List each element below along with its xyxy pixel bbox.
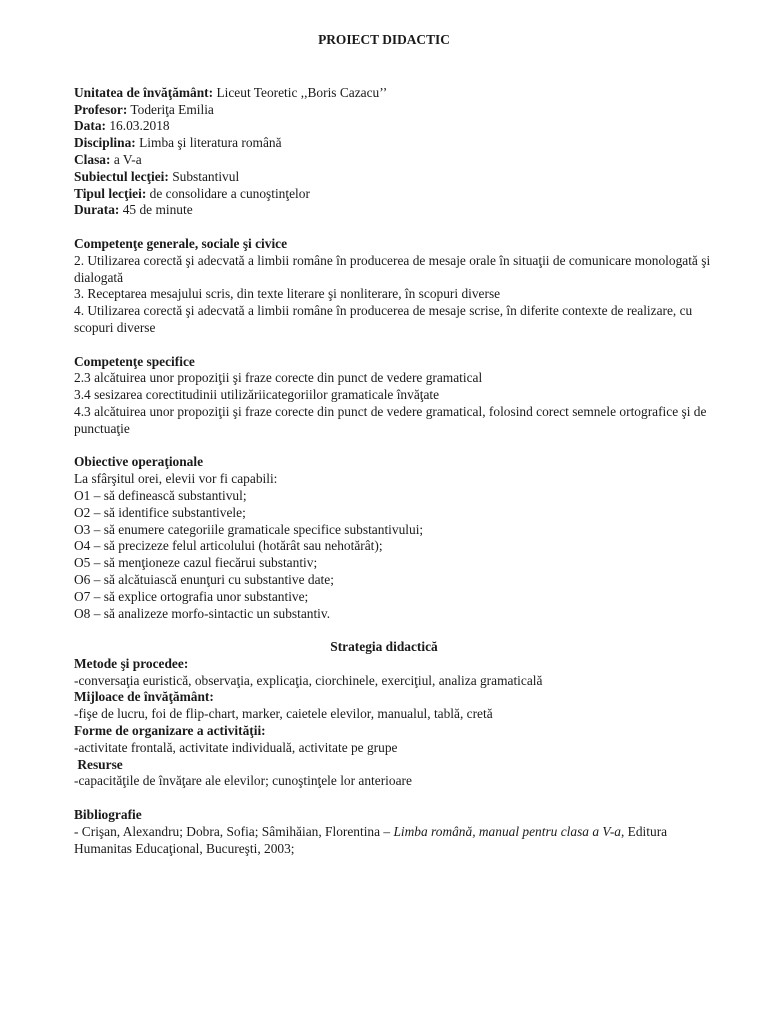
info-data: Data: 16.03.2018 <box>74 118 170 134</box>
obiective-intro: La sfârşitul orei, elevii vor fi capabili: <box>74 471 278 487</box>
list-item: O8 – să analizeze morfo-sintactic un substantiv. <box>74 605 331 621</box>
section-heading: Bibliografie <box>74 807 142 823</box>
list-item: 3.4 sesizarea corectitudinii utilizăriicategoriilor gramaticale învăţate <box>74 387 440 403</box>
competente-specifice-section <box>74 354 728 438</box>
mijloace-text: -fişe de lucru, foi de flip-chart, marker, caietele elevilor, manualul, tablă, cretă <box>74 706 493 722</box>
list-item: 3. Receptarea mesajului scris, din texte literare şi nonliterare, în scopuri diverse <box>74 286 501 302</box>
list-item: O2 – să identifice substantivele; <box>74 504 246 520</box>
lesson-info <box>74 85 728 219</box>
list-item: 2. Utilizarea corectă şi adecvată a limbii române în producerea de mesaje orale în situaţii de comunicare monologată şi dialogată <box>74 252 711 285</box>
info-subiect: Subiectul lecţiei: Substantivul <box>74 168 240 184</box>
section-heading: Strategia didactică <box>330 639 438 655</box>
bibliography-entry: - Crişan, Alexandru; Dobra, Sofia; Sâmihăian, Florentina – Limba română, manual pentru clasa a V-a, Editura Humanitas Educaţional, Bucureşti, 2003; <box>74 823 668 856</box>
competente-generale-section <box>74 236 728 337</box>
forme-label: Forme de organizare a activităţii: <box>74 723 266 739</box>
metode-label: Metode şi procedee: <box>74 655 189 671</box>
list-item: O1 – să definească substantivul; <box>74 487 247 503</box>
strategia-section <box>74 639 728 790</box>
obiective-section <box>74 454 728 622</box>
info-unitate: Unitatea de învăţământ: Liceut Teoretic ,,Boris Cazacu’’ <box>74 84 388 100</box>
info-profesor: Profesor: Toderiţa Emilia <box>74 101 214 117</box>
info-tip: Tipul lecţiei: de consolidare a cunoştinţelor <box>74 185 310 201</box>
list-item: 2.3 alcătuirea unor propoziţii şi fraze corecte din punct de vedere gramatical <box>74 370 483 386</box>
bibliografie-section <box>74 807 728 857</box>
list-item: 4.3 alcătuirea unor propoziţii şi fraze corecte din punct de vedere gramatical, folosind corect semnele ortografice şi de punctuaţie <box>74 403 707 436</box>
metode-text: -conversaţia euristică, observaţia, explicaţia, ciorchinele, exerciţiul, analiza gramaticală <box>74 672 543 688</box>
resurse-label: Resurse <box>77 756 123 772</box>
list-item: O7 – să explice ortografia unor substantive; <box>74 588 309 604</box>
info-durata: Durata: 45 de minute <box>74 202 193 218</box>
info-clasa: Clasa: a V-a <box>74 151 142 167</box>
document-title: PROIECT DIDACTIC <box>318 32 450 47</box>
forme-text: -activitate frontală, activitate individuală, activitate pe grupe <box>74 739 398 755</box>
section-heading: Competenţe generale, sociale şi civice <box>74 235 288 251</box>
list-item: O5 – să menţioneze cazul fiecărui substantiv; <box>74 555 318 571</box>
list-item: O3 – să enumere categoriile gramaticale specifice substantivului; <box>74 521 424 537</box>
resurse-text: -capacităţile de învăţare ale elevilor; cunoştinţele lor anterioare <box>74 773 412 789</box>
list-item: O4 – să precizeze felul articolului (hotărât sau nehotărât); <box>74 538 383 554</box>
info-disciplina: Disciplina: Limba şi literatura română <box>74 135 282 151</box>
section-heading: Obiective operaţionale <box>74 454 204 470</box>
list-item: 4. Utilizarea corectă şi adecvată a limbii române în producerea de mesaje scrise, în diferite contexte de realizare, cu scopuri diverse <box>74 303 693 335</box>
section-heading: Competenţe specifice <box>74 353 195 369</box>
mijloace-label: Mijloace de învăţământ: <box>74 689 214 705</box>
list-item: O6 – să alcătuiască enunţuri cu substantive date; <box>74 571 334 587</box>
